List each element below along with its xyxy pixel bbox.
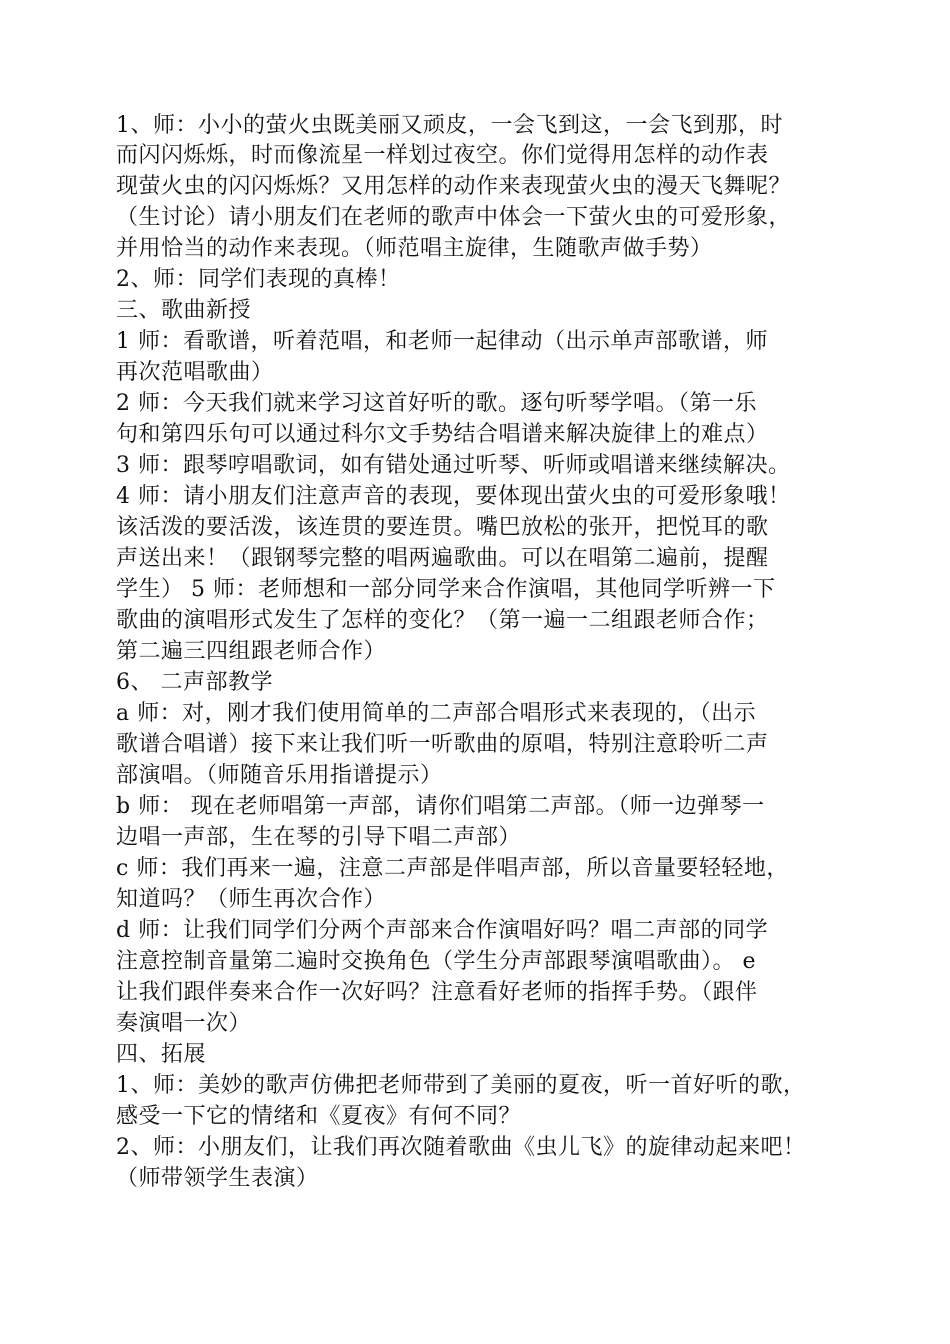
text-line: 注意控制音量第二遍时交换角色（学生分声部跟琴演唱歌曲）。 e bbox=[116, 949, 757, 974]
text-line: 部演唱。（师随音乐用指谱提示） bbox=[116, 763, 443, 788]
text-line: 2、师：小朋友们，让我们再次随着歌曲《虫儿飞》的旋律动起来吧！ bbox=[116, 1135, 806, 1160]
text-line: a 师：对，刚才我们使用简单的二声部合唱形式来表现的，（出示 bbox=[116, 701, 757, 726]
text-line: 该活泼的要活泼，该连贯的要连贯。嘴巴放松的张开，把悦耳的歌 bbox=[116, 515, 769, 540]
text-line: 1 师：看歌谱，听着范唱，和老师一起律动（出示单声部歌谱，师 bbox=[116, 329, 768, 354]
text-line: 感受一下它的情绪和《夏夜》有何不同？ bbox=[116, 1104, 522, 1129]
section-heading: 三、歌曲新授 bbox=[116, 298, 252, 323]
text-line: 而闪闪烁烁，时而像流星一样划过夜空。你们觉得用怎样的动作表 bbox=[116, 143, 769, 168]
text-line: 奏演唱一次） bbox=[116, 1011, 252, 1036]
text-line: 2 师：今天我们就来学习这首好听的歌。逐句听琴学唱。（第一乐 bbox=[116, 391, 757, 416]
text-line: 3 师：跟琴哼唱歌词，如有错处通过听琴、听师或唱谱来继续解决。 bbox=[116, 453, 791, 478]
text-line: 学生） 5 师：老师想和一部分同学来合作演唱，其他同学听辨一下 bbox=[116, 577, 776, 602]
text-line: c 师：我们再来一遍，注意二声部是伴唱声部，所以音量要轻轻地， bbox=[116, 856, 789, 881]
text-line: 知道吗？（师生再次合作） bbox=[116, 887, 387, 912]
text-line: 1、师：小小的萤火虫既美丽又顽皮，一会飞到这，一会飞到那，时 bbox=[116, 113, 783, 138]
text-line: 让我们跟伴奏来合作一次好吗？注意看好老师的指挥手势。（跟伴 bbox=[116, 980, 758, 1005]
text-line: 第二遍三四组跟老师合作） bbox=[116, 639, 387, 664]
text-line: 1、师：美妙的歌声仿佛把老师带到了美丽的夏夜，听一首好听的歌， bbox=[116, 1073, 806, 1098]
text-line: b 师： 现在老师唱第一声部，请你们唱第二声部。（师一边弹琴一 bbox=[116, 794, 765, 819]
text-line: （师带领学生表演） bbox=[116, 1166, 319, 1191]
text-line: 并用恰当的动作来表现。（师范唱主旋律，生随歌声做手势） bbox=[116, 236, 713, 261]
text-line: （生讨论）请小朋友们在老师的歌声中体会一下萤火虫的可爱形象， bbox=[116, 205, 792, 230]
section-heading: 四、拓展 bbox=[116, 1042, 207, 1067]
text-line: 2、师：同学们表现的真棒！ bbox=[116, 267, 401, 292]
text-line: d 师：让我们同学们分两个声部来合作演唱好吗？唱二声部的同学 bbox=[116, 918, 769, 943]
text-line: 现萤火虫的闪闪烁烁？又用怎样的动作来表现萤火虫的漫天飞舞呢？ bbox=[116, 174, 792, 199]
text-line: 声送出来！（跟钢琴完整的唱两遍歌曲。可以在唱第二遍前，提醒 bbox=[116, 546, 769, 571]
text-line: 句和第四乐句可以通过科尔文手势结合唱谱来解决旋律上的难点） bbox=[116, 422, 769, 447]
text-line: 再次范唱歌曲） bbox=[116, 360, 274, 385]
text-line: 歌曲的演唱形式发生了怎样的变化？（第一遍一二组跟老师合作； bbox=[116, 608, 769, 633]
text-line: 歌谱合唱谱）接下来让我们听一听歌曲的原唱，特别注意聆听二声 bbox=[116, 732, 769, 757]
section-heading: 6、 二声部教学 bbox=[116, 670, 273, 695]
text-line: 4 师：请小朋友们注意声音的表现，要体现出萤火虫的可爱形象哦！ bbox=[116, 484, 791, 509]
text-line: 边唱一声部，生在琴的引导下唱二声部） bbox=[116, 825, 522, 850]
